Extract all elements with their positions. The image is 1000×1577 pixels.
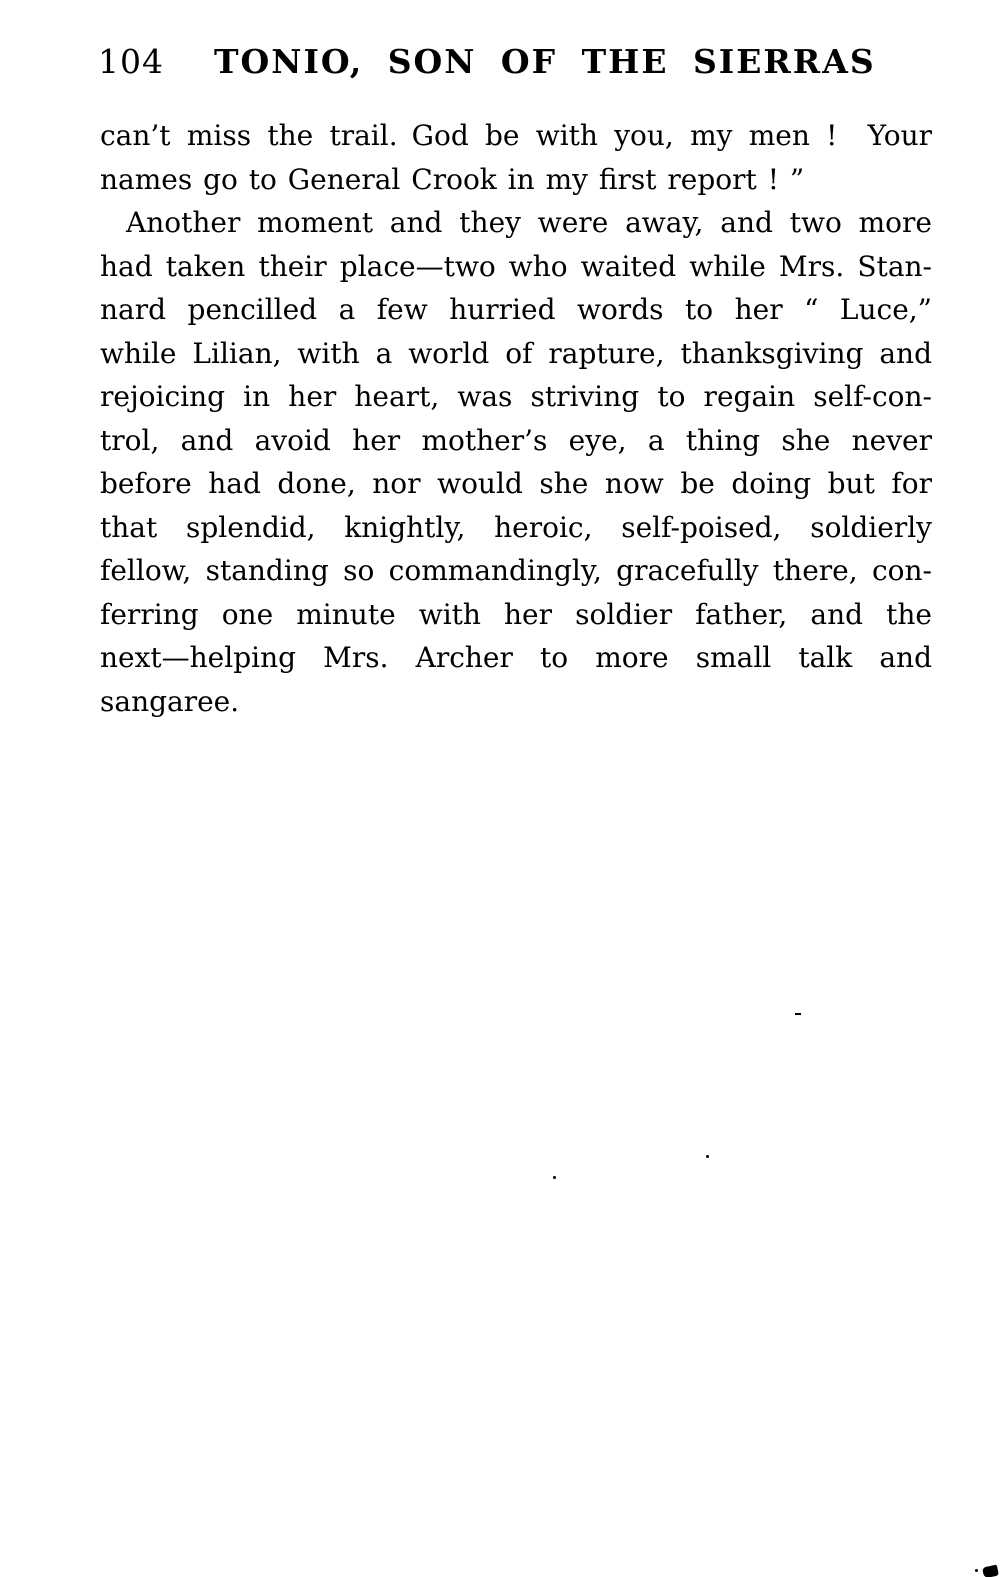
ink-speck <box>975 1569 978 1572</box>
text-line: sangaree. <box>100 684 240 718</box>
text-line: trol, and avoid her mother’s eye, a thing she never <box>100 423 932 457</box>
page-number: 104 <box>98 42 164 81</box>
ink-speck <box>553 1176 556 1179</box>
text-line: had taken their place—two who waited while Mrs. Stan- <box>100 249 932 283</box>
text-line: before had done, nor would she now be doing but for <box>100 467 932 500</box>
page-header <box>0 42 1000 88</box>
text-line: that splendid, knightly, heroic, self-poised, soldierly <box>100 510 932 544</box>
text-line: names go to General Crook in my first report ! ” <box>100 162 805 196</box>
ink-speck <box>706 1155 709 1158</box>
text-line: rejoicing in her heart, was striving to regain self-con- <box>100 380 932 413</box>
ink-smudge <box>982 1565 999 1577</box>
text-line: nard pencilled a few hurried words to her “ Luce,” <box>100 293 932 326</box>
text-line: fellow, standing so commandingly, gracefully there, con- <box>100 554 932 587</box>
page-body <box>100 114 932 723</box>
text-line: Another moment and they were away, and two more <box>126 206 932 239</box>
text-line: ferring one minute with her soldier father, and the <box>100 597 932 631</box>
text-line: can’t miss the trail. God be with you, my men ! Your <box>100 119 932 152</box>
running-title: TONIO, SON OF THE SIERRAS <box>214 42 876 81</box>
text-line: while Lilian, with a world of rapture, thanksgiving and <box>100 336 932 370</box>
ink-speck <box>795 1013 801 1015</box>
text-line: next—helping Mrs. Archer to more small talk and <box>100 641 932 674</box>
